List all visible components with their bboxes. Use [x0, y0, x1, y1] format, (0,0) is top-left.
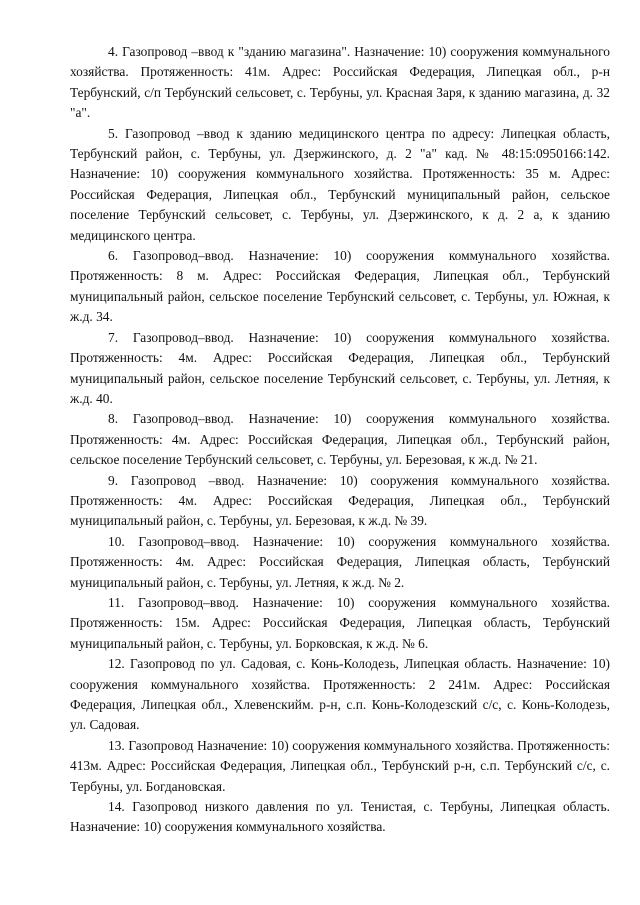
list-item-6: 6. Газопровод–ввод. Назначение: 10) сооружения коммунального хозяйства. Протяженность: 8 м. Адрес: Российская Федерация, Липецкая обл., Тербунский муниципальный район, сельское поселение Тербунский сельсовет, с. Тербуны, ул. Южная, к ж.д. 34. — [70, 248, 610, 325]
list-item-9: 9. Газопровод –ввод. Назначение: 10) сооружения коммунального хозяйства. Протяженность: 4м. Адрес: Российская Федерация, Липецкая обл., Тербунский муниципальный район, с. Тербуны, ул. Березовая, к ж.д. № 39. — [70, 472, 610, 529]
document-page — [70, 42, 610, 838]
list-item-5: 5. Газопровод –ввод к зданию медицинского центра по адресу: Липецкая область, Тербунский район, с. Тербуны, ул. Дзержинского, д. 2 "а" кад. № 48:15:0950166:142. Назначение: 10) сооружения коммунального хозяйства. Протяженность: 35 м. Адрес: Российская Федерация, Липецкая обл., Тербунский муниципальный район, сельское поселение Тербунский сельсовет, с. Тербуны, ул. Дзержинского, к д. 2 а, к зданию медицинского центра. — [70, 125, 610, 243]
list-item-11: 11. Газопровод–ввод. Назначение: 10) сооружения коммунального хозяйства. Протяженность: 15м. Адрес: Российская Федерация, Липецкая область, Тербунский муниципальный район, с. Тербуны, ул. Борковская, к ж.д. № 6. — [70, 594, 610, 651]
list-item-7: 7. Газопровод–ввод. Назначение: 10) сооружения коммунального хозяйства. Протяженность: 4м. Адрес: Российская Федерация, Липецкая обл., Тербунский муниципальный район, сельское поселение Тербунский сельсовет, с. Тербуны, ул. Летняя, к ж.д. 40. — [70, 329, 610, 406]
list-item-8: 8. Газопровод–ввод. Назначение: 10) сооружения коммунального хозяйства. Протяженность: 4м. Адрес: Российская Федерация, Липецкая обл., Тербунский район, сельское поселение Тербунский сельсовет, с. Тербуны, ул. Березовая, к ж.д. № 21. — [70, 411, 610, 468]
list-item-4: 4. Газопровод –ввод к "зданию магазина". Назначение: 10) сооружения коммунального хозяйства. Протяженность: 41м. Адрес: Российская Федерация, Липецкая обл., р-н Тербунский, с/п Тербунский сельсовет, с. Тербуны, ул. Красная Заря, к зданию магазина, д. 32 "а". — [70, 44, 610, 121]
list-item-12: 12. Газопровод по ул. Садовая, с. Конь-Колодезь, Липецкая область. Назначение: 10) сооружения коммунального хозяйства. Протяженность: 2 241м. Адрес: Российская Федерация, Липецкая обл., Хлевенскийм. р-н, с.п. Конь-Колодезский с/с, с. Конь-Колодезь, ул. Садовая. — [70, 656, 610, 733]
list-item-10: 10. Газопровод–ввод. Назначение: 10) сооружения коммунального хозяйства. Протяженность: 4м. Адрес: Российская Федерация, Липецкая область, Тербунский муниципальный район, с. Тербуны, ул. Летняя, к ж.д. № 2. — [70, 533, 610, 590]
list-item-13: 13. Газопровод Назначение: 10) сооружения коммунального хозяйства. Протяженность: 413м. Адрес: Российская Федерация, Липецкая обл., Тербунский р-н, с.п. Тербунский с/с, с. Тербуны, ул. Богдановская. — [70, 737, 610, 794]
list-item-14: 14. Газопровод низкого давления по ул. Тенистая, с. Тербуны, Липецкая область. Назначение: 10) сооружения коммунального хозяйства. — [70, 799, 610, 835]
